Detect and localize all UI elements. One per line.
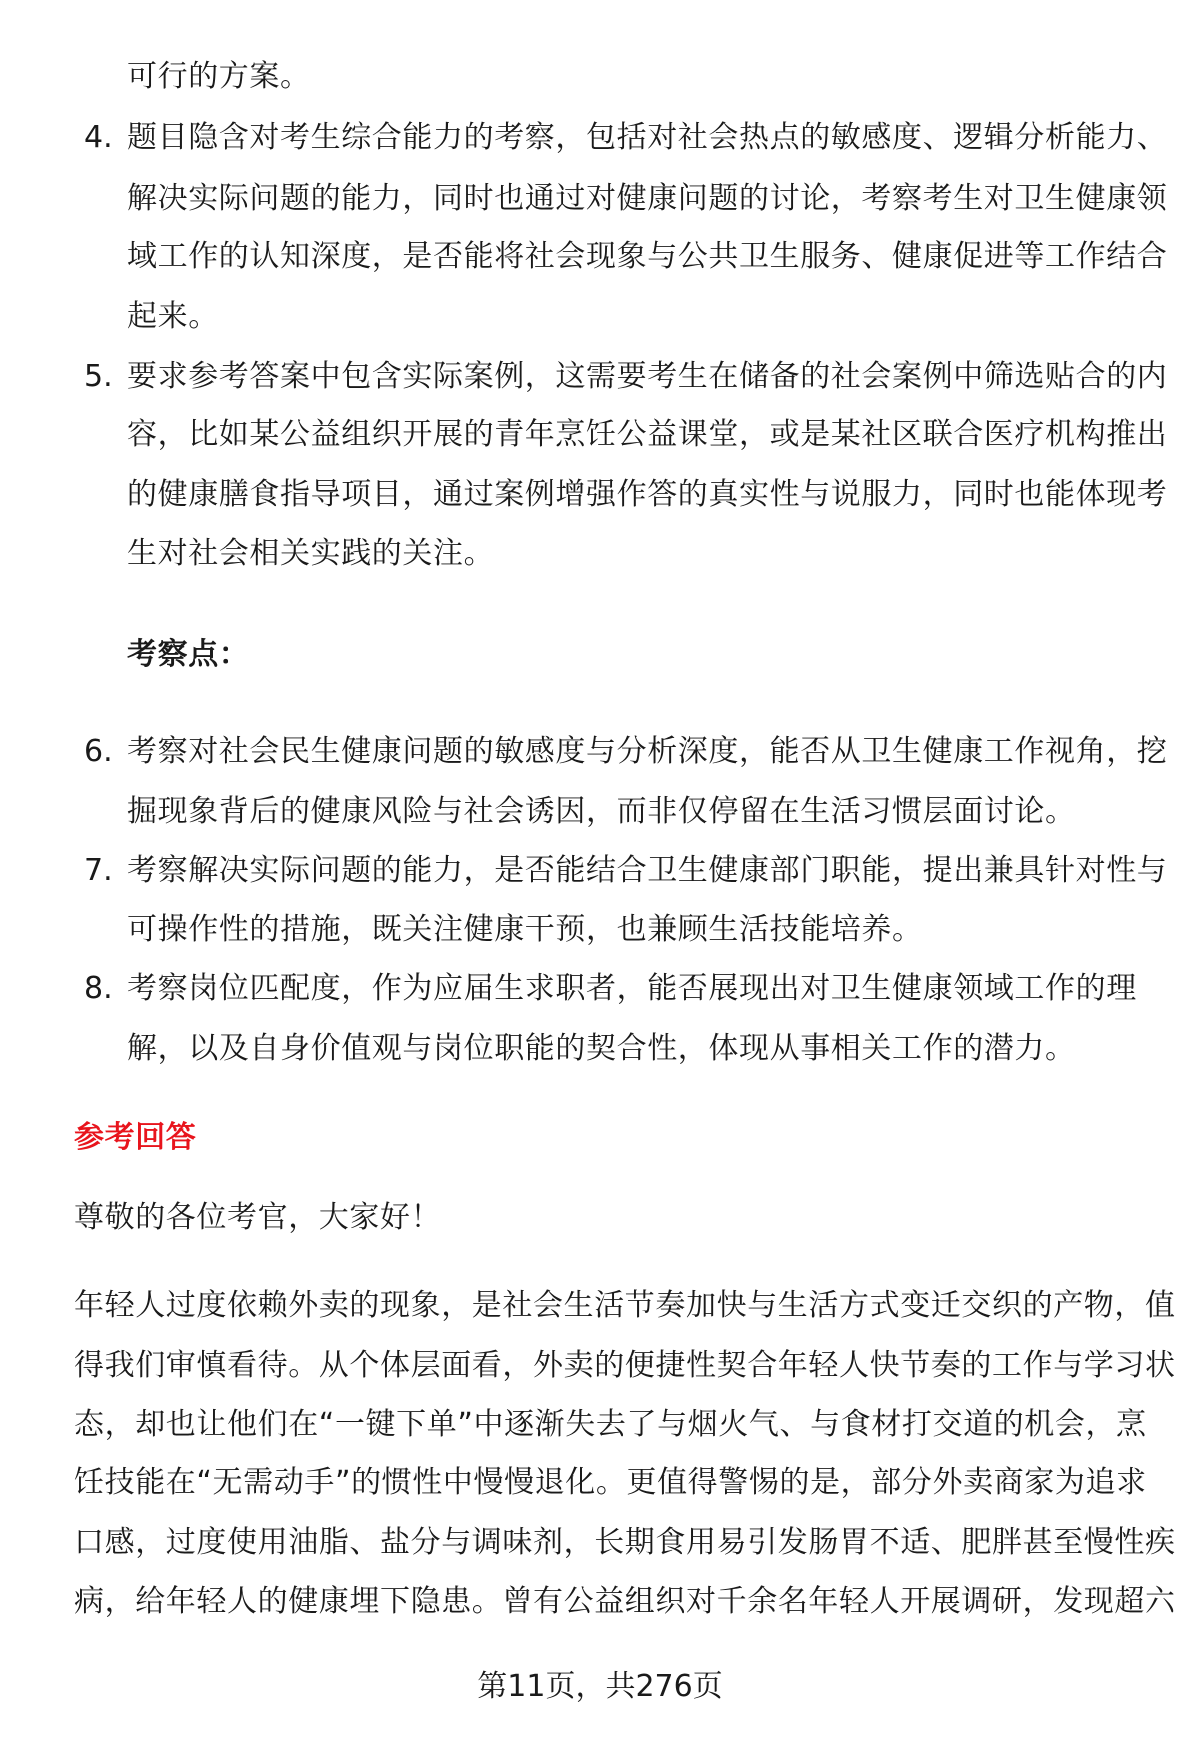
list-number: 6. [84, 734, 113, 769]
text-line: 要求参考答案中包含实际案例，这需要考生在储备的社会案例中筛选贴合的内 [127, 359, 1168, 394]
text-line: 生对社会相关实践的关注。 [127, 536, 495, 571]
text-line: 年轻人过度依赖外卖的现象，是社会生活节奏加快与生活方式变迁交织的产物，值 [74, 1288, 1176, 1323]
text-line: 考察岗位匹配度，作为应届生求职者，能否展现出对卫生健康领域工作的理 [127, 971, 1137, 1006]
subheading: 考察点： [127, 637, 250, 672]
section-title: 参考回答 [74, 1120, 197, 1155]
text-line: 得我们审慎看待。从个体层面看，外卖的便捷性契合年轻人快节奏的工作与学习状 [74, 1348, 1176, 1383]
text-line: 解，以及自身价值观与岗位职能的契合性，体现从事相关工作的潜力。 [127, 1031, 1076, 1066]
list-number: 8. [84, 971, 113, 1006]
text-line: 考察对社会民生健康问题的敏感度与分析深度，能否从卫生健康工作视角，挖 [127, 734, 1168, 769]
text-line: 起来。 [127, 299, 219, 334]
text-line: 口感，过度使用油脂、盐分与调味剂，长期食用易引发肠胃不适、肥胖甚至慢性疾 [74, 1525, 1176, 1560]
text-line: 解决实际问题的能力，同时也通过对健康问题的讨论，考察考生对卫生健康领 [127, 181, 1168, 216]
page-footer: 第11页，共276页 [477, 1669, 723, 1704]
list-number: 4. [84, 120, 113, 155]
text-line: 考察解决实际问题的能力，是否能结合卫生健康部门职能，提出兼具针对性与 [127, 853, 1168, 888]
text-line: 态，却也让他们在“一键下单”中逐渐失去了与烟火气、与食材打交道的机会，烹 [74, 1407, 1147, 1442]
text-line: 域工作的认知深度，是否能将社会现象与公共卫生服务、健康促进等工作结合 [127, 239, 1168, 274]
list-number: 5. [84, 359, 113, 394]
text-line: 的健康膳食指导项目，通过案例增强作答的真实性与说服力，同时也能体现考 [127, 477, 1168, 512]
text-line: 可行的方案。 [127, 59, 311, 94]
text-line: 掘现象背后的健康风险与社会诱因，而非仅停留在生活习惯层面讨论。 [127, 794, 1076, 829]
text-line: 题目隐含对考生综合能力的考察，包括对社会热点的敏感度、逻辑分析能力、 [127, 120, 1168, 155]
text-line: 可操作性的措施，既关注健康干预，也兼顾生活技能培养。 [127, 912, 923, 947]
text-line: 容，比如某公益组织开展的青年烹饪公益课堂，或是某社区联合医疗机构推出 [127, 417, 1168, 452]
text-line: 饪技能在“无需动手”的惯性中慢慢退化。更值得警惕的是，部分外卖商家为追求 [74, 1465, 1147, 1500]
text-line: 尊敬的各位考官，大家好！ [74, 1200, 442, 1235]
text-line: 病，给年轻人的健康埋下隐患。曾有公益组织对千余名年轻人开展调研，发现超六 [74, 1584, 1176, 1619]
list-number: 7. [84, 853, 113, 888]
